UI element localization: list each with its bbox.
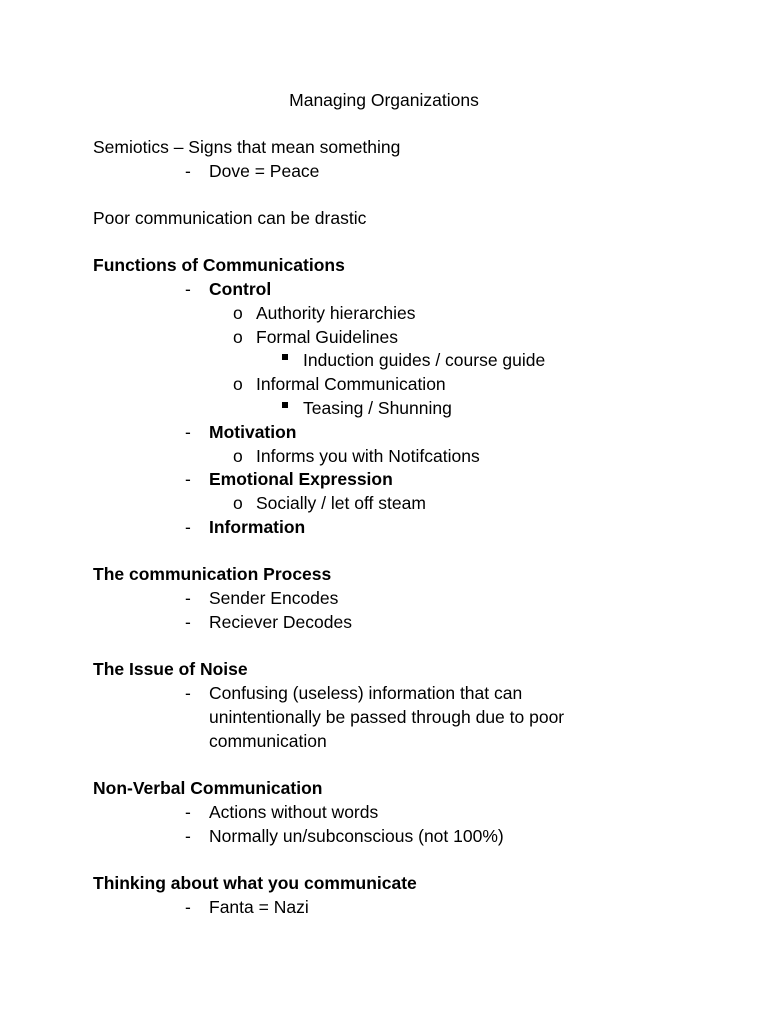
poor-communication-line: Poor communication can be drastic [93,208,367,228]
dash-bullet: - [185,683,191,703]
control-subitem: Formal Guidelines [256,327,398,347]
dash-bullet: - [185,422,191,442]
dash-bullet: - [185,517,191,537]
noise-heading: The Issue of Noise [93,659,248,679]
noise-line: unintentionally be passed through due to poor [209,707,565,727]
dash-bullet: - [185,469,191,489]
process-item: Reciever Decodes [209,612,352,632]
circle-bullet: o [233,327,243,347]
circle-bullet: o [233,374,243,394]
informal-subitem: Teasing / Shunning [303,398,452,418]
nonverbal-heading: Non-Verbal Communication [93,778,323,798]
information-item: Information [209,517,306,537]
semiotics-item: Dove = Peace [209,161,320,181]
noise-line: communication [209,731,327,751]
thinking-heading: Thinking about what you communicate [93,873,417,893]
motivation-subitem: Informs you with Notifcations [256,446,480,466]
dash-bullet: - [185,826,191,846]
circle-bullet: o [233,303,243,323]
emotional-subitem: Socially / let off steam [256,493,426,513]
process-item: Sender Encodes [209,588,339,608]
dash-bullet: - [185,897,191,917]
dash-bullet: - [185,588,191,608]
motivation-item: Motivation [209,422,297,442]
process-heading: The communication Process [93,564,332,584]
thinking-item: Fanta = Nazi [209,897,309,917]
functions-heading: Functions of Communications [93,255,345,275]
circle-bullet: o [233,446,243,466]
control-subitem: Authority hierarchies [256,303,416,323]
page-title: Managing Organizations [289,90,479,110]
formal-subitem: Induction guides / course guide [303,350,546,370]
emotional-item: Emotional Expression [209,469,393,489]
noise-line: Confusing (useless) information that can [209,683,523,703]
control-subitem: Informal Communication [256,374,446,394]
nonverbal-item: Actions without words [209,802,379,822]
semiotics-line: Semiotics – Signs that mean something [93,137,401,157]
control-item: Control [209,279,272,299]
dash-bullet: - [185,279,191,299]
square-bullet-icon [282,354,288,360]
circle-bullet: o [233,493,243,513]
dash-bullet: - [185,161,191,181]
dash-bullet: - [185,612,191,632]
square-bullet-icon [282,402,288,408]
nonverbal-item: Normally un/subconscious (not 100%) [209,826,504,846]
dash-bullet: - [185,802,191,822]
